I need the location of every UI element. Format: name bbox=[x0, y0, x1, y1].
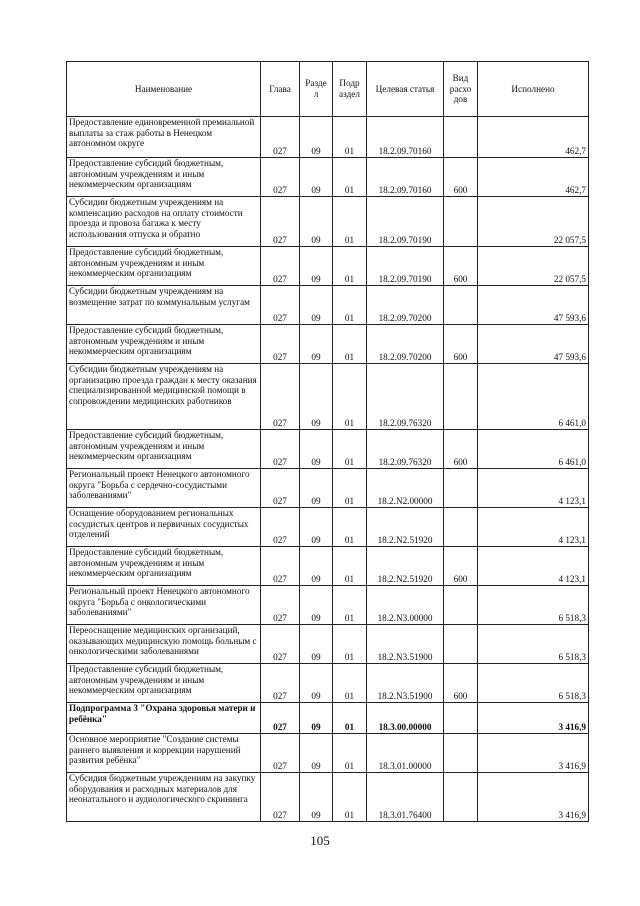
row-glava: 027 bbox=[261, 469, 300, 508]
header-name: Наименование bbox=[67, 62, 261, 117]
row-podrazdel: 01 bbox=[333, 430, 367, 469]
row-target-article: 18.2.09.70160 bbox=[367, 117, 444, 158]
row-name: Оснащение оборудованием региональных сосудистых центров и первичных сосудистых отделений bbox=[67, 508, 261, 547]
row-name: Субсидии бюджетным учреждениям на организацию проезда граждан к месту оказания специализированной медицинской помощи в сопровождении медицинских работников bbox=[67, 364, 261, 430]
row-executed: 22 057,5 bbox=[478, 247, 589, 286]
table-row bbox=[67, 586, 589, 625]
table-row bbox=[67, 430, 589, 469]
row-expense-type: 600 bbox=[444, 664, 478, 703]
row-target-article: 18.3.01.76400 bbox=[367, 773, 444, 822]
row-glava: 027 bbox=[261, 664, 300, 703]
row-podrazdel: 01 bbox=[333, 586, 367, 625]
row-razdel: 09 bbox=[300, 430, 333, 469]
row-razdel: 09 bbox=[300, 664, 333, 703]
row-glava: 027 bbox=[261, 286, 300, 325]
table-row bbox=[67, 773, 589, 822]
row-name: Субсидия бюджетным учреждениям на закупку оборудования и расходных материалов для неонатального и аудиологического скрининга bbox=[67, 773, 261, 822]
row-name: Региональный проект Ненецкого автономного округа "Борьба с онкологическими заболеваниями" bbox=[67, 586, 261, 625]
table-row bbox=[67, 247, 589, 286]
row-podrazdel: 01 bbox=[333, 325, 367, 364]
row-razdel: 09 bbox=[300, 508, 333, 547]
row-razdel: 09 bbox=[300, 117, 333, 158]
row-podrazdel: 01 bbox=[333, 247, 367, 286]
row-name: Предоставление единовременной премиальной выплаты за стаж работы в Ненецком автономном округе bbox=[67, 117, 261, 158]
page-number: 105 bbox=[310, 833, 330, 848]
row-executed: 4 123,1 bbox=[478, 508, 589, 547]
row-podrazdel: 01 bbox=[333, 117, 367, 158]
row-expense-type: 600 bbox=[444, 547, 478, 586]
row-razdel: 09 bbox=[300, 247, 333, 286]
row-target-article: 18.2.N3.51900 bbox=[367, 664, 444, 703]
row-podrazdel: 01 bbox=[333, 625, 367, 664]
row-razdel: 09 bbox=[300, 734, 333, 773]
row-podrazdel: 01 bbox=[333, 508, 367, 547]
row-expense-type bbox=[444, 734, 478, 773]
row-podrazdel: 01 bbox=[333, 158, 367, 197]
row-glava: 027 bbox=[261, 508, 300, 547]
row-executed: 462,7 bbox=[478, 117, 589, 158]
row-target-article: 18.2.09.70200 bbox=[367, 325, 444, 364]
table-row bbox=[67, 364, 589, 430]
row-target-article: 18.2.09.76320 bbox=[367, 364, 444, 430]
row-podrazdel: 01 bbox=[333, 197, 367, 247]
row-name: Предоставление субсидий бюджетным, автономным учреждениям и иным некоммерческим организациям bbox=[67, 547, 261, 586]
table-row bbox=[67, 734, 589, 773]
row-razdel: 09 bbox=[300, 469, 333, 508]
row-target-article: 18.2.N2.51920 bbox=[367, 508, 444, 547]
row-razdel: 09 bbox=[300, 197, 333, 247]
row-executed: 4 123,1 bbox=[478, 547, 589, 586]
row-glava: 027 bbox=[261, 625, 300, 664]
table-header-row bbox=[67, 62, 589, 117]
row-executed: 6 461,0 bbox=[478, 430, 589, 469]
row-glava: 027 bbox=[261, 158, 300, 197]
row-name: Переоснащение медицинских организаций, оказывающих медицинскую помощь больным с онкологическими заболеваниями bbox=[67, 625, 261, 664]
row-expense-type: 600 bbox=[444, 158, 478, 197]
row-target-article: 18.2.09.70160 bbox=[367, 158, 444, 197]
row-executed: 3 416,9 bbox=[478, 734, 589, 773]
row-razdel: 09 bbox=[300, 703, 333, 734]
row-target-article: 18.2.N3.00000 bbox=[367, 586, 444, 625]
row-expense-type bbox=[444, 703, 478, 734]
row-podrazdel: 01 bbox=[333, 469, 367, 508]
row-name: Субсидии бюджетным учреждениям на возмещение затрат по коммунальным услугам bbox=[67, 286, 261, 325]
row-razdel: 09 bbox=[300, 158, 333, 197]
row-name: Предоставление субсидий бюджетным, автономным учреждениям и иным некоммерческим организациям bbox=[67, 430, 261, 469]
row-expense-type bbox=[444, 773, 478, 822]
row-target-article: 18.3.01.00000 bbox=[367, 734, 444, 773]
row-name: Региональный проект Ненецкого автономного округа "Борьба с сердечно-сосудистыми заболеваниями" bbox=[67, 469, 261, 508]
table-row bbox=[67, 703, 589, 734]
row-glava: 027 bbox=[261, 247, 300, 286]
row-razdel: 09 bbox=[300, 547, 333, 586]
row-glava: 027 bbox=[261, 430, 300, 469]
row-glava: 027 bbox=[261, 364, 300, 430]
row-glava: 027 bbox=[261, 586, 300, 625]
row-expense-type bbox=[444, 508, 478, 547]
table-row bbox=[67, 547, 589, 586]
row-podrazdel: 01 bbox=[333, 773, 367, 822]
row-name: Предоставление субсидий бюджетным, автономным учреждениям и иным некоммерческим организациям bbox=[67, 247, 261, 286]
table-row bbox=[67, 117, 589, 158]
row-expense-type bbox=[444, 625, 478, 664]
row-executed: 6 518,3 bbox=[478, 586, 589, 625]
row-razdel: 09 bbox=[300, 286, 333, 325]
row-podrazdel: 01 bbox=[333, 547, 367, 586]
row-podrazdel: 01 bbox=[333, 286, 367, 325]
row-razdel: 09 bbox=[300, 325, 333, 364]
row-razdel: 09 bbox=[300, 586, 333, 625]
header-razdel: Разде л bbox=[300, 62, 333, 117]
row-expense-type bbox=[444, 364, 478, 430]
table-row bbox=[67, 286, 589, 325]
row-expense-type: 600 bbox=[444, 430, 478, 469]
row-name: Предоставление субсидий бюджетным, автономным учреждениям и иным некоммерческим организациям bbox=[67, 158, 261, 197]
row-executed: 3 416,9 bbox=[478, 773, 589, 822]
row-expense-type bbox=[444, 117, 478, 158]
row-target-article: 18.3.00.00000 bbox=[367, 703, 444, 734]
row-executed: 3 416,9 bbox=[478, 703, 589, 734]
row-podrazdel: 01 bbox=[333, 664, 367, 703]
row-expense-type bbox=[444, 469, 478, 508]
row-glava: 027 bbox=[261, 734, 300, 773]
row-expense-type: 600 bbox=[444, 325, 478, 364]
header-target-article: Целевая статья bbox=[367, 62, 444, 117]
row-expense-type: 600 bbox=[444, 247, 478, 286]
row-expense-type bbox=[444, 197, 478, 247]
header-expense-type: Вид расхо дов bbox=[444, 62, 478, 117]
row-executed: 22 057,5 bbox=[478, 197, 589, 247]
table-row bbox=[67, 508, 589, 547]
row-podrazdel: 01 bbox=[333, 734, 367, 773]
row-executed: 47 593,6 bbox=[478, 286, 589, 325]
header-glava: Глава bbox=[261, 62, 300, 117]
row-executed: 47 593,6 bbox=[478, 325, 589, 364]
row-target-article: 18.2.09.70190 bbox=[367, 247, 444, 286]
row-target-article: 18.2.09.76320 bbox=[367, 430, 444, 469]
table-row bbox=[67, 664, 589, 703]
row-name: Подпрограмма 3 "Охрана здоровья матери и ребёнка" bbox=[67, 703, 261, 734]
row-name: Предоставление субсидий бюджетным, автономным учреждениям и иным некоммерческим организациям bbox=[67, 664, 261, 703]
row-expense-type bbox=[444, 586, 478, 625]
row-glava: 027 bbox=[261, 197, 300, 247]
row-podrazdel: 01 bbox=[333, 364, 367, 430]
row-name: Субсидии бюджетным учреждениям на компенсацию расходов на оплату стоимости проезда и провоза багажа к месту использования отпуска и обратно bbox=[67, 197, 261, 247]
row-razdel: 09 bbox=[300, 625, 333, 664]
row-razdel: 09 bbox=[300, 364, 333, 430]
row-executed: 4 123,1 bbox=[478, 469, 589, 508]
header-podrazdel: Подр аздел bbox=[333, 62, 367, 117]
row-podrazdel: 01 bbox=[333, 703, 367, 734]
row-glava: 027 bbox=[261, 117, 300, 158]
table-body bbox=[67, 117, 589, 822]
row-target-article: 18.2.09.70190 bbox=[367, 197, 444, 247]
row-glava: 027 bbox=[261, 703, 300, 734]
row-name: Основное мероприятие "Создание системы раннего выявления и коррекции нарушений развития ребёнка" bbox=[67, 734, 261, 773]
header-executed: Исполнено bbox=[478, 62, 589, 117]
row-target-article: 18.2.09.70200 bbox=[367, 286, 444, 325]
table-row bbox=[67, 325, 589, 364]
row-expense-type bbox=[444, 286, 478, 325]
budget-table bbox=[66, 61, 589, 822]
row-target-article: 18.2.N2.51920 bbox=[367, 547, 444, 586]
table-row bbox=[67, 625, 589, 664]
row-executed: 6 518,3 bbox=[478, 664, 589, 703]
row-name: Предоставление субсидий бюджетным, автономным учреждениям и иным некоммерческим организациям bbox=[67, 325, 261, 364]
row-razdel: 09 bbox=[300, 773, 333, 822]
row-glava: 027 bbox=[261, 547, 300, 586]
row-executed: 6 518,3 bbox=[478, 625, 589, 664]
row-glava: 027 bbox=[261, 325, 300, 364]
table-row bbox=[67, 197, 589, 247]
table-row bbox=[67, 158, 589, 197]
row-target-article: 18.2.N3.51900 bbox=[367, 625, 444, 664]
row-target-article: 18.2.N2.00000 bbox=[367, 469, 444, 508]
row-glava: 027 bbox=[261, 773, 300, 822]
row-executed: 6 461,0 bbox=[478, 364, 589, 430]
row-executed: 462,7 bbox=[478, 158, 589, 197]
table-row bbox=[67, 469, 589, 508]
